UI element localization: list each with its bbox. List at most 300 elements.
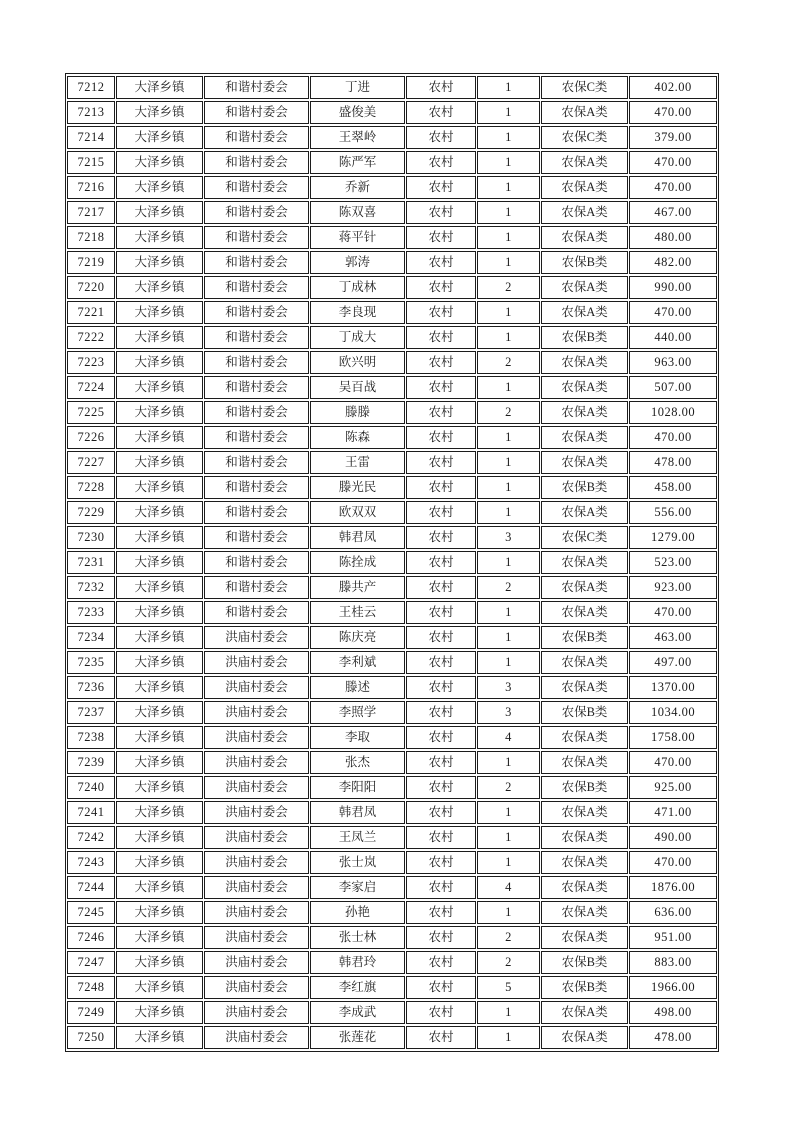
cell-village: 洪庙村委会 xyxy=(204,801,309,824)
cell-count: 2 xyxy=(477,351,540,374)
cell-village: 和谐村委会 xyxy=(204,126,309,149)
cell-category: 农保C类 xyxy=(541,526,628,549)
cell-name: 韩君凤 xyxy=(310,526,405,549)
cell-name: 陈拴成 xyxy=(310,551,405,574)
table-row xyxy=(67,426,717,449)
cell-category: 农保B类 xyxy=(541,326,628,349)
cell-name: 李成武 xyxy=(310,1001,405,1024)
cell-id: 7213 xyxy=(67,101,115,124)
cell-village: 和谐村委会 xyxy=(204,351,309,374)
cell-count: 1 xyxy=(477,301,540,324)
cell-count: 1 xyxy=(477,226,540,249)
cell-id: 7230 xyxy=(67,526,115,549)
cell-amount: 498.00 xyxy=(629,1001,717,1024)
cell-id: 7227 xyxy=(67,451,115,474)
cell-village: 洪庙村委会 xyxy=(204,876,309,899)
cell-village: 洪庙村委会 xyxy=(204,701,309,724)
cell-residence: 农村 xyxy=(406,276,476,299)
cell-category: 农保A类 xyxy=(541,651,628,674)
cell-amount: 523.00 xyxy=(629,551,717,574)
cell-amount: 923.00 xyxy=(629,576,717,599)
cell-name: 张士林 xyxy=(310,926,405,949)
table-row xyxy=(67,676,717,699)
cell-category: 农保B类 xyxy=(541,701,628,724)
cell-category: 农保A类 xyxy=(541,601,628,624)
cell-count: 1 xyxy=(477,426,540,449)
table-row xyxy=(67,951,717,974)
cell-town: 大泽乡镇 xyxy=(116,276,203,299)
cell-town: 大泽乡镇 xyxy=(116,251,203,274)
table-row xyxy=(67,776,717,799)
cell-amount: 470.00 xyxy=(629,301,717,324)
cell-category: 农保A类 xyxy=(541,426,628,449)
cell-residence: 农村 xyxy=(406,551,476,574)
cell-count: 1 xyxy=(477,101,540,124)
cell-name: 韩君凤 xyxy=(310,801,405,824)
cell-count: 2 xyxy=(477,776,540,799)
cell-count: 2 xyxy=(477,576,540,599)
cell-town: 大泽乡镇 xyxy=(116,801,203,824)
cell-amount: 963.00 xyxy=(629,351,717,374)
table-row xyxy=(67,551,717,574)
cell-category: 农保A类 xyxy=(541,551,628,574)
cell-id: 7242 xyxy=(67,826,115,849)
cell-amount: 470.00 xyxy=(629,426,717,449)
cell-count: 3 xyxy=(477,526,540,549)
cell-category: 农保A类 xyxy=(541,1001,628,1024)
cell-name: 韩君玲 xyxy=(310,951,405,974)
cell-town: 大泽乡镇 xyxy=(116,876,203,899)
cell-count: 3 xyxy=(477,676,540,699)
cell-amount: 478.00 xyxy=(629,1026,717,1049)
cell-residence: 农村 xyxy=(406,801,476,824)
cell-amount: 1876.00 xyxy=(629,876,717,899)
cell-residence: 农村 xyxy=(406,201,476,224)
cell-count: 1 xyxy=(477,476,540,499)
table-row xyxy=(67,151,717,174)
cell-amount: 478.00 xyxy=(629,451,717,474)
cell-name: 丁成林 xyxy=(310,276,405,299)
table-row xyxy=(67,251,717,274)
cell-count: 1 xyxy=(477,326,540,349)
cell-town: 大泽乡镇 xyxy=(116,501,203,524)
cell-town: 大泽乡镇 xyxy=(116,926,203,949)
cell-id: 7240 xyxy=(67,776,115,799)
cell-village: 和谐村委会 xyxy=(204,201,309,224)
cell-count: 1 xyxy=(477,626,540,649)
cell-count: 1 xyxy=(477,451,540,474)
cell-residence: 农村 xyxy=(406,451,476,474)
cell-name: 欧双双 xyxy=(310,501,405,524)
table-row xyxy=(67,901,717,924)
cell-town: 大泽乡镇 xyxy=(116,976,203,999)
cell-count: 1 xyxy=(477,601,540,624)
cell-village: 和谐村委会 xyxy=(204,76,309,99)
cell-category: 农保A类 xyxy=(541,726,628,749)
cell-village: 和谐村委会 xyxy=(204,326,309,349)
cell-amount: 925.00 xyxy=(629,776,717,799)
table-row xyxy=(67,476,717,499)
cell-id: 7224 xyxy=(67,376,115,399)
table-row xyxy=(67,1001,717,1024)
cell-id: 7241 xyxy=(67,801,115,824)
table-row xyxy=(67,201,717,224)
cell-amount: 470.00 xyxy=(629,751,717,774)
cell-town: 大泽乡镇 xyxy=(116,301,203,324)
cell-name: 王凤兰 xyxy=(310,826,405,849)
cell-category: 农保B类 xyxy=(541,476,628,499)
cell-name: 盛俊美 xyxy=(310,101,405,124)
cell-id: 7217 xyxy=(67,201,115,224)
cell-village: 和谐村委会 xyxy=(204,426,309,449)
cell-name: 李家启 xyxy=(310,876,405,899)
table-row xyxy=(67,1026,717,1049)
cell-amount: 497.00 xyxy=(629,651,717,674)
cell-count: 1 xyxy=(477,826,540,849)
cell-category: 农保A类 xyxy=(541,826,628,849)
cell-name: 吴百战 xyxy=(310,376,405,399)
cell-count: 1 xyxy=(477,1001,540,1024)
cell-town: 大泽乡镇 xyxy=(116,451,203,474)
table-row xyxy=(67,626,717,649)
cell-id: 7234 xyxy=(67,626,115,649)
cell-amount: 470.00 xyxy=(629,151,717,174)
cell-id: 7220 xyxy=(67,276,115,299)
cell-residence: 农村 xyxy=(406,701,476,724)
cell-residence: 农村 xyxy=(406,251,476,274)
cell-town: 大泽乡镇 xyxy=(116,476,203,499)
cell-name: 李阳阳 xyxy=(310,776,405,799)
cell-id: 7225 xyxy=(67,401,115,424)
cell-amount: 470.00 xyxy=(629,851,717,874)
cell-amount: 556.00 xyxy=(629,501,717,524)
cell-town: 大泽乡镇 xyxy=(116,951,203,974)
cell-name: 陈森 xyxy=(310,426,405,449)
cell-amount: 1966.00 xyxy=(629,976,717,999)
cell-amount: 379.00 xyxy=(629,126,717,149)
cell-village: 和谐村委会 xyxy=(204,251,309,274)
cell-category: 农保A类 xyxy=(541,901,628,924)
cell-id: 7233 xyxy=(67,601,115,624)
cell-residence: 农村 xyxy=(406,751,476,774)
table-row xyxy=(67,276,717,299)
cell-id: 7231 xyxy=(67,551,115,574)
cell-id: 7218 xyxy=(67,226,115,249)
cell-amount: 490.00 xyxy=(629,826,717,849)
cell-residence: 农村 xyxy=(406,726,476,749)
cell-amount: 636.00 xyxy=(629,901,717,924)
cell-count: 4 xyxy=(477,876,540,899)
cell-category: 农保B类 xyxy=(541,951,628,974)
cell-residence: 农村 xyxy=(406,626,476,649)
cell-village: 和谐村委会 xyxy=(204,101,309,124)
cell-category: 农保A类 xyxy=(541,876,628,899)
cell-residence: 农村 xyxy=(406,351,476,374)
cell-category: 农保A类 xyxy=(541,1026,628,1049)
cell-town: 大泽乡镇 xyxy=(116,751,203,774)
cell-id: 7236 xyxy=(67,676,115,699)
cell-residence: 农村 xyxy=(406,151,476,174)
cell-id: 7212 xyxy=(67,76,115,99)
cell-category: 农保C类 xyxy=(541,126,628,149)
cell-amount: 951.00 xyxy=(629,926,717,949)
cell-name: 滕述 xyxy=(310,676,405,699)
table-row xyxy=(67,726,717,749)
cell-count: 1 xyxy=(477,801,540,824)
cell-village: 洪庙村委会 xyxy=(204,976,309,999)
cell-count: 3 xyxy=(477,701,540,724)
cell-village: 洪庙村委会 xyxy=(204,851,309,874)
cell-amount: 883.00 xyxy=(629,951,717,974)
table-row xyxy=(67,76,717,99)
cell-town: 大泽乡镇 xyxy=(116,326,203,349)
cell-village: 和谐村委会 xyxy=(204,301,309,324)
cell-category: 农保B类 xyxy=(541,251,628,274)
cell-residence: 农村 xyxy=(406,651,476,674)
cell-id: 7238 xyxy=(67,726,115,749)
cell-id: 7214 xyxy=(67,126,115,149)
cell-residence: 农村 xyxy=(406,226,476,249)
cell-town: 大泽乡镇 xyxy=(116,1001,203,1024)
cell-name: 李照学 xyxy=(310,701,405,724)
cell-residence: 农村 xyxy=(406,851,476,874)
cell-name: 滕光民 xyxy=(310,476,405,499)
cell-town: 大泽乡镇 xyxy=(116,526,203,549)
cell-town: 大泽乡镇 xyxy=(116,151,203,174)
cell-id: 7245 xyxy=(67,901,115,924)
cell-category: 农保A类 xyxy=(541,851,628,874)
cell-category: 农保B类 xyxy=(541,626,628,649)
cell-town: 大泽乡镇 xyxy=(116,676,203,699)
cell-town: 大泽乡镇 xyxy=(116,201,203,224)
cell-town: 大泽乡镇 xyxy=(116,376,203,399)
cell-village: 和谐村委会 xyxy=(204,501,309,524)
cell-count: 1 xyxy=(477,751,540,774)
cell-id: 7226 xyxy=(67,426,115,449)
cell-count: 1 xyxy=(477,1026,540,1049)
cell-amount: 467.00 xyxy=(629,201,717,224)
cell-name: 蒋平针 xyxy=(310,226,405,249)
cell-amount: 507.00 xyxy=(629,376,717,399)
cell-count: 1 xyxy=(477,376,540,399)
cell-category: 农保A类 xyxy=(541,301,628,324)
cell-residence: 农村 xyxy=(406,301,476,324)
cell-count: 1 xyxy=(477,551,540,574)
cell-village: 洪庙村委会 xyxy=(204,926,309,949)
table-row xyxy=(67,751,717,774)
cell-id: 7219 xyxy=(67,251,115,274)
cell-residence: 农村 xyxy=(406,876,476,899)
cell-residence: 农村 xyxy=(406,951,476,974)
cell-town: 大泽乡镇 xyxy=(116,351,203,374)
cell-category: 农保B类 xyxy=(541,976,628,999)
cell-count: 2 xyxy=(477,926,540,949)
cell-town: 大泽乡镇 xyxy=(116,126,203,149)
cell-village: 洪庙村委会 xyxy=(204,726,309,749)
cell-id: 7243 xyxy=(67,851,115,874)
table-row xyxy=(67,101,717,124)
cell-town: 大泽乡镇 xyxy=(116,401,203,424)
table-row xyxy=(67,926,717,949)
cell-amount: 1370.00 xyxy=(629,676,717,699)
cell-town: 大泽乡镇 xyxy=(116,576,203,599)
cell-amount: 463.00 xyxy=(629,626,717,649)
table-row xyxy=(67,301,717,324)
cell-category: 农保A类 xyxy=(541,101,628,124)
cell-id: 7247 xyxy=(67,951,115,974)
cell-residence: 农村 xyxy=(406,476,476,499)
cell-amount: 402.00 xyxy=(629,76,717,99)
cell-count: 1 xyxy=(477,851,540,874)
cell-amount: 470.00 xyxy=(629,101,717,124)
cell-residence: 农村 xyxy=(406,526,476,549)
cell-count: 1 xyxy=(477,76,540,99)
cell-name: 李良现 xyxy=(310,301,405,324)
cell-id: 7221 xyxy=(67,301,115,324)
cell-residence: 农村 xyxy=(406,501,476,524)
cell-residence: 农村 xyxy=(406,101,476,124)
cell-amount: 470.00 xyxy=(629,176,717,199)
cell-village: 洪庙村委会 xyxy=(204,951,309,974)
cell-village: 和谐村委会 xyxy=(204,276,309,299)
cell-village: 和谐村委会 xyxy=(204,176,309,199)
table-row xyxy=(67,976,717,999)
cell-village: 和谐村委会 xyxy=(204,451,309,474)
cell-residence: 农村 xyxy=(406,401,476,424)
table-row xyxy=(67,451,717,474)
cell-town: 大泽乡镇 xyxy=(116,1026,203,1049)
cell-category: 农保A类 xyxy=(541,226,628,249)
cell-id: 7249 xyxy=(67,1001,115,1024)
cell-residence: 农村 xyxy=(406,826,476,849)
table-body xyxy=(67,76,717,1049)
cell-id: 7222 xyxy=(67,326,115,349)
cell-category: 农保A类 xyxy=(541,501,628,524)
cell-amount: 471.00 xyxy=(629,801,717,824)
cell-residence: 农村 xyxy=(406,326,476,349)
cell-town: 大泽乡镇 xyxy=(116,101,203,124)
cell-count: 4 xyxy=(477,726,540,749)
cell-village: 洪庙村委会 xyxy=(204,826,309,849)
cell-amount: 482.00 xyxy=(629,251,717,274)
insurance-roster-table xyxy=(65,73,719,1052)
cell-name: 陈庆亮 xyxy=(310,626,405,649)
cell-id: 7244 xyxy=(67,876,115,899)
cell-town: 大泽乡镇 xyxy=(116,226,203,249)
cell-category: 农保A类 xyxy=(541,576,628,599)
table-row xyxy=(67,351,717,374)
cell-village: 洪庙村委会 xyxy=(204,901,309,924)
cell-residence: 农村 xyxy=(406,1026,476,1049)
table-row xyxy=(67,126,717,149)
cell-category: 农保A类 xyxy=(541,926,628,949)
cell-residence: 农村 xyxy=(406,126,476,149)
cell-town: 大泽乡镇 xyxy=(116,726,203,749)
cell-id: 7229 xyxy=(67,501,115,524)
cell-count: 1 xyxy=(477,651,540,674)
cell-village: 和谐村委会 xyxy=(204,226,309,249)
cell-name: 乔新 xyxy=(310,176,405,199)
cell-amount: 1758.00 xyxy=(629,726,717,749)
cell-count: 1 xyxy=(477,251,540,274)
cell-name: 张杰 xyxy=(310,751,405,774)
cell-amount: 1279.00 xyxy=(629,526,717,549)
cell-town: 大泽乡镇 xyxy=(116,176,203,199)
cell-name: 陈双喜 xyxy=(310,201,405,224)
cell-village: 和谐村委会 xyxy=(204,601,309,624)
cell-residence: 农村 xyxy=(406,601,476,624)
table-row xyxy=(67,876,717,899)
cell-id: 7248 xyxy=(67,976,115,999)
cell-village: 洪庙村委会 xyxy=(204,751,309,774)
cell-village: 和谐村委会 xyxy=(204,151,309,174)
cell-name: 张士岚 xyxy=(310,851,405,874)
cell-amount: 470.00 xyxy=(629,601,717,624)
cell-residence: 农村 xyxy=(406,776,476,799)
cell-town: 大泽乡镇 xyxy=(116,826,203,849)
table-row xyxy=(67,526,717,549)
cell-village: 洪庙村委会 xyxy=(204,651,309,674)
cell-residence: 农村 xyxy=(406,901,476,924)
cell-village: 和谐村委会 xyxy=(204,551,309,574)
table-row xyxy=(67,226,717,249)
cell-residence: 农村 xyxy=(406,426,476,449)
cell-name: 王雷 xyxy=(310,451,405,474)
table-row xyxy=(67,576,717,599)
cell-name: 李利斌 xyxy=(310,651,405,674)
table-row xyxy=(67,376,717,399)
cell-category: 农保A类 xyxy=(541,801,628,824)
cell-count: 2 xyxy=(477,951,540,974)
cell-town: 大泽乡镇 xyxy=(116,851,203,874)
cell-amount: 440.00 xyxy=(629,326,717,349)
table-row xyxy=(67,326,717,349)
cell-category: 农保A类 xyxy=(541,151,628,174)
cell-count: 5 xyxy=(477,976,540,999)
cell-name: 欧兴明 xyxy=(310,351,405,374)
cell-id: 7216 xyxy=(67,176,115,199)
cell-town: 大泽乡镇 xyxy=(116,601,203,624)
cell-id: 7239 xyxy=(67,751,115,774)
cell-count: 1 xyxy=(477,176,540,199)
cell-count: 1 xyxy=(477,151,540,174)
cell-name: 滕共产 xyxy=(310,576,405,599)
cell-name: 孙艳 xyxy=(310,901,405,924)
cell-id: 7232 xyxy=(67,576,115,599)
cell-village: 和谐村委会 xyxy=(204,526,309,549)
cell-residence: 农村 xyxy=(406,1001,476,1024)
table-row xyxy=(67,501,717,524)
cell-id: 7228 xyxy=(67,476,115,499)
cell-id: 7250 xyxy=(67,1026,115,1049)
cell-amount: 1034.00 xyxy=(629,701,717,724)
cell-name: 王翠岭 xyxy=(310,126,405,149)
cell-id: 7246 xyxy=(67,926,115,949)
cell-town: 大泽乡镇 xyxy=(116,426,203,449)
cell-village: 洪庙村委会 xyxy=(204,626,309,649)
cell-count: 1 xyxy=(477,201,540,224)
cell-amount: 480.00 xyxy=(629,226,717,249)
cell-category: 农保A类 xyxy=(541,276,628,299)
cell-count: 2 xyxy=(477,276,540,299)
cell-village: 洪庙村委会 xyxy=(204,1001,309,1024)
cell-name: 王桂云 xyxy=(310,601,405,624)
table-row xyxy=(67,701,717,724)
cell-village: 和谐村委会 xyxy=(204,476,309,499)
cell-id: 7223 xyxy=(67,351,115,374)
cell-town: 大泽乡镇 xyxy=(116,651,203,674)
cell-id: 7215 xyxy=(67,151,115,174)
